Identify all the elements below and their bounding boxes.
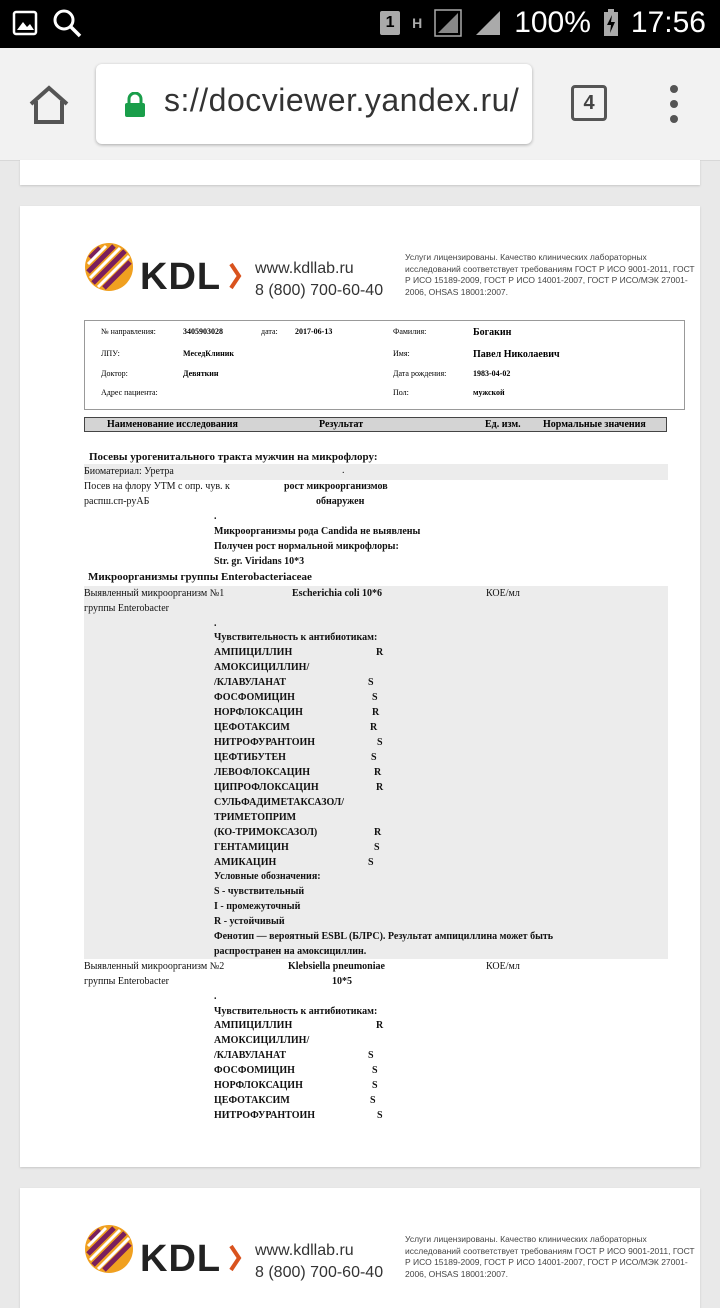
- sensitivity-title-2: Чувствительность к антибиотикам:: [214, 1006, 378, 1017]
- lab-phone: 8 (800) 700-60-40: [255, 282, 384, 299]
- date-value: 2017-06-13: [295, 327, 333, 336]
- enterobacteriaceae-title: Микроорганизмы группы Enterobacteriaceae: [88, 571, 312, 583]
- clock: 17:56: [630, 6, 706, 39]
- antibiotic-name: ЦЕФОТАКСИМ: [214, 722, 290, 733]
- antibiotic-name: ФОСФОМИЦИН: [214, 692, 295, 703]
- brand-name-next: KDL: [140, 1238, 222, 1280]
- antibiotic-sensitivity: S: [377, 737, 383, 748]
- growth-result-line2: обнаружен: [316, 496, 365, 507]
- name-value: Павел Николаевич: [473, 349, 560, 360]
- antibiotic-sensitivity: R: [372, 707, 380, 718]
- antibiotic-sensitivity: S: [368, 1050, 374, 1061]
- sex-label: Пол:: [393, 388, 409, 397]
- search-icon: [52, 8, 82, 38]
- organism2-name: Klebsiella pneumoniae: [288, 961, 385, 972]
- antibiotic-name: АМПИЦИЛЛИН: [214, 1020, 293, 1031]
- antibiotic-name: АМИКАЦИН: [214, 857, 277, 868]
- section-title: Посевы урогенитального тракта мужчин на микрофлору:: [89, 451, 378, 463]
- antibiotic-sensitivity: R: [376, 647, 384, 658]
- antibiotic-sensitivity: S: [371, 752, 377, 763]
- url-bar[interactable]: [96, 64, 532, 144]
- antibiotic-sensitivity: S: [368, 857, 374, 868]
- lab-website: www.kdllab.ru: [255, 260, 354, 277]
- antibiotic-name: (КО-ТРИМОКСАЗОЛ): [214, 827, 318, 838]
- tab-switcher-button[interactable]: 4: [571, 85, 607, 121]
- phenotype-line2: распространен на амоксициллин.: [214, 946, 367, 957]
- antibiotic-sensitivity: S: [372, 1065, 378, 1076]
- lab-website-next: www.kdllab.ru: [255, 1242, 354, 1259]
- kdl-logo-icon: [84, 242, 134, 292]
- antibiotic-name: СУЛЬФАДИМЕТАКСАЗОЛ/: [214, 797, 344, 808]
- organism2-unit: КОЕ/мл: [486, 961, 520, 972]
- culture-label-line1: Посев на флору УТМ с опр. чув. к: [84, 481, 230, 492]
- organism1-label-line1: Выявленный микроорганизм №1: [84, 588, 225, 599]
- gallery-icon: [12, 10, 38, 36]
- dob-label: Дата рождения:: [393, 369, 447, 378]
- antibiotic-name: НОРФЛОКСАЦИН: [214, 1080, 303, 1091]
- dot-marker: .: [342, 465, 345, 476]
- clinic-value: МеседКлиник: [183, 349, 234, 358]
- brand-chevron-icon: [228, 262, 242, 290]
- organism1-unit: КОЕ/мл: [486, 588, 520, 599]
- antibiotic-name: АМОКСИЦИЛЛИН/: [214, 1035, 310, 1046]
- antibiotic-sensitivity: S: [374, 842, 380, 853]
- battery-percent: 100%: [514, 6, 591, 39]
- viridans-result: Str. gr. Viridans 10*3: [214, 556, 305, 567]
- antibiotic-name: ЦИПРОФЛОКСАЦИН: [214, 782, 319, 793]
- organism2-count: 10*5: [332, 976, 352, 987]
- sensitivity-title-1: Чувствительность к антибиотикам:: [214, 632, 378, 643]
- antibiotic-name: ЦЕФОТАКСИМ: [214, 1095, 290, 1106]
- antibiotic-name: АМОКСИЦИЛЛИН/: [214, 662, 310, 673]
- antibiotic-name: ТРИМЕТОПРИМ: [214, 812, 297, 823]
- growth-result-line1: рост микроорганизмов: [284, 481, 388, 492]
- kdl-logo-icon-next: [84, 1224, 134, 1274]
- candida-result: Микроорганизмы рода Candida не выявлены: [214, 526, 421, 537]
- lock-icon: [124, 92, 146, 118]
- signal-icon-1: [434, 9, 462, 37]
- phenotype-line1: Фенотип — вероятный ESBL (БЛРС). Результат ампициллина может быть: [214, 931, 554, 942]
- status-bar: [0, 0, 720, 48]
- antibiotic-sensitivity: R: [374, 767, 382, 778]
- dob-value: 1983-04-02: [473, 369, 511, 378]
- document-page: [20, 206, 700, 1167]
- network-type-icon: H: [412, 15, 423, 31]
- antibiotic-name: /КЛАВУЛАНАТ: [214, 1050, 287, 1061]
- brand-chevron-icon-next: [228, 1244, 242, 1272]
- normal-flora-result: Получен рост нормальной микрофлоры:: [214, 541, 399, 552]
- order-label: № направления:: [101, 327, 156, 336]
- sex-value: мужской: [473, 388, 505, 397]
- antibiotic-sensitivity: R: [374, 827, 382, 838]
- overflow-menu-icon[interactable]: [664, 84, 684, 124]
- organism2-label-line1: Выявленный микроорганизм №2: [84, 961, 225, 972]
- organism1-label-line2: группы Enterobacter: [84, 603, 169, 614]
- antibiotic-name: ФОСФОМИЦИН: [214, 1065, 295, 1076]
- surname-label: Фамилия:: [393, 327, 427, 336]
- antibiotic-sensitivity: S: [368, 677, 374, 688]
- license-text: Услуги лицензированы. Качество клинических лабораторных исследований соответствует требованиям ГОСТ Р ИСО 9001-2011, ГОСТ Р ИСО 15189-2009, ГОСТ Р ИСО 14001-2007, ГОСТ Р ИСО/МЭК 27001-2006, OHSAS 18001:2007.: [405, 252, 695, 297]
- antibiotic-name: НИТРОФУРАНТОИН: [214, 1110, 316, 1121]
- antibiotic-name: ЦЕФТИБУТЕН: [214, 752, 286, 763]
- antibiotic-sensitivity: R: [376, 782, 384, 793]
- name-label: Имя:: [393, 349, 410, 358]
- order-value: 3405903028: [183, 327, 223, 336]
- biomaterial-text: Биоматериал: Уретра: [84, 466, 174, 477]
- results-table-header: [84, 417, 667, 432]
- signal-icon-2: [474, 9, 502, 37]
- col-result-header: Результат: [319, 419, 364, 430]
- dot-marker: .: [214, 511, 217, 522]
- antibiotic-name: АМПИЦИЛЛИН: [214, 647, 293, 658]
- antibiotic-sensitivity: S: [370, 1095, 376, 1106]
- antibiotic-sensitivity: S: [372, 692, 378, 703]
- dot-marker: .: [214, 618, 217, 629]
- document-page-previous: [20, 160, 700, 185]
- surname-value: Богакин: [473, 327, 512, 338]
- antibiotic-name: ЛЕВОФЛОКСАЦИН: [214, 767, 311, 778]
- lab-phone-next: 8 (800) 700-60-40: [255, 1264, 384, 1281]
- brand-name: KDL: [140, 256, 222, 298]
- document-page-next: [20, 1188, 700, 1308]
- legend-i: I - промежуточный: [214, 901, 301, 912]
- browser-toolbar: [0, 48, 720, 161]
- dot-marker: .: [214, 991, 217, 1002]
- antibiotic-name: НОРФЛОКСАЦИН: [214, 707, 303, 718]
- legend-title: Условные обозначения:: [214, 871, 321, 882]
- col-unit-header: Ед. изм.: [485, 419, 521, 430]
- col-norm-header: Нормальные значения: [543, 419, 646, 430]
- doctor-value: Девяткин: [183, 369, 219, 378]
- clinic-label: ЛПУ:: [101, 349, 120, 358]
- sim-icon: 1: [380, 11, 400, 35]
- antibiotic-name: ГЕНТАМИЦИН: [214, 842, 289, 853]
- url-text[interactable]: s://docviewer.yandex.ru/: [164, 82, 520, 118]
- legend-s: S - чувствительный: [214, 886, 305, 897]
- culture-label-line2: распш.сп-руАБ: [84, 496, 150, 507]
- organism2-label-line2: группы Enterobacter: [84, 976, 169, 987]
- battery-charging-icon: [603, 9, 619, 37]
- antibiotic-sensitivity: S: [377, 1110, 383, 1121]
- date-label: дата:: [261, 327, 278, 336]
- organism1-name: Escherichia coli 10*6: [292, 588, 382, 599]
- doctor-label: Доктор:: [101, 369, 128, 378]
- license-text-next: Услуги лицензированы. Качество клинических лабораторных исследований соответствует требованиям ГОСТ Р ИСО 9001-2011, ГОСТ Р ИСО 15189-2009, ГОСТ Р ИСО 14001-2007, ГОСТ Р ИСО/МЭК 27001-2006, OHSAS 18001:2007.: [405, 1234, 695, 1279]
- antibiotic-sensitivity: S: [372, 1080, 378, 1091]
- address-label: Адрес пациента:: [101, 388, 158, 397]
- antibiotic-name: /КЛАВУЛАНАТ: [214, 677, 287, 688]
- antibiotic-sensitivity: R: [376, 1020, 384, 1031]
- home-icon[interactable]: [26, 82, 72, 128]
- legend-r: R - устойчивый: [214, 916, 285, 927]
- col-name-header: Наименование исследования: [107, 419, 238, 430]
- antibiotic-sensitivity: R: [370, 722, 378, 733]
- patient-info-box: [84, 320, 685, 410]
- antibiotic-name: НИТРОФУРАНТОИН: [214, 737, 316, 748]
